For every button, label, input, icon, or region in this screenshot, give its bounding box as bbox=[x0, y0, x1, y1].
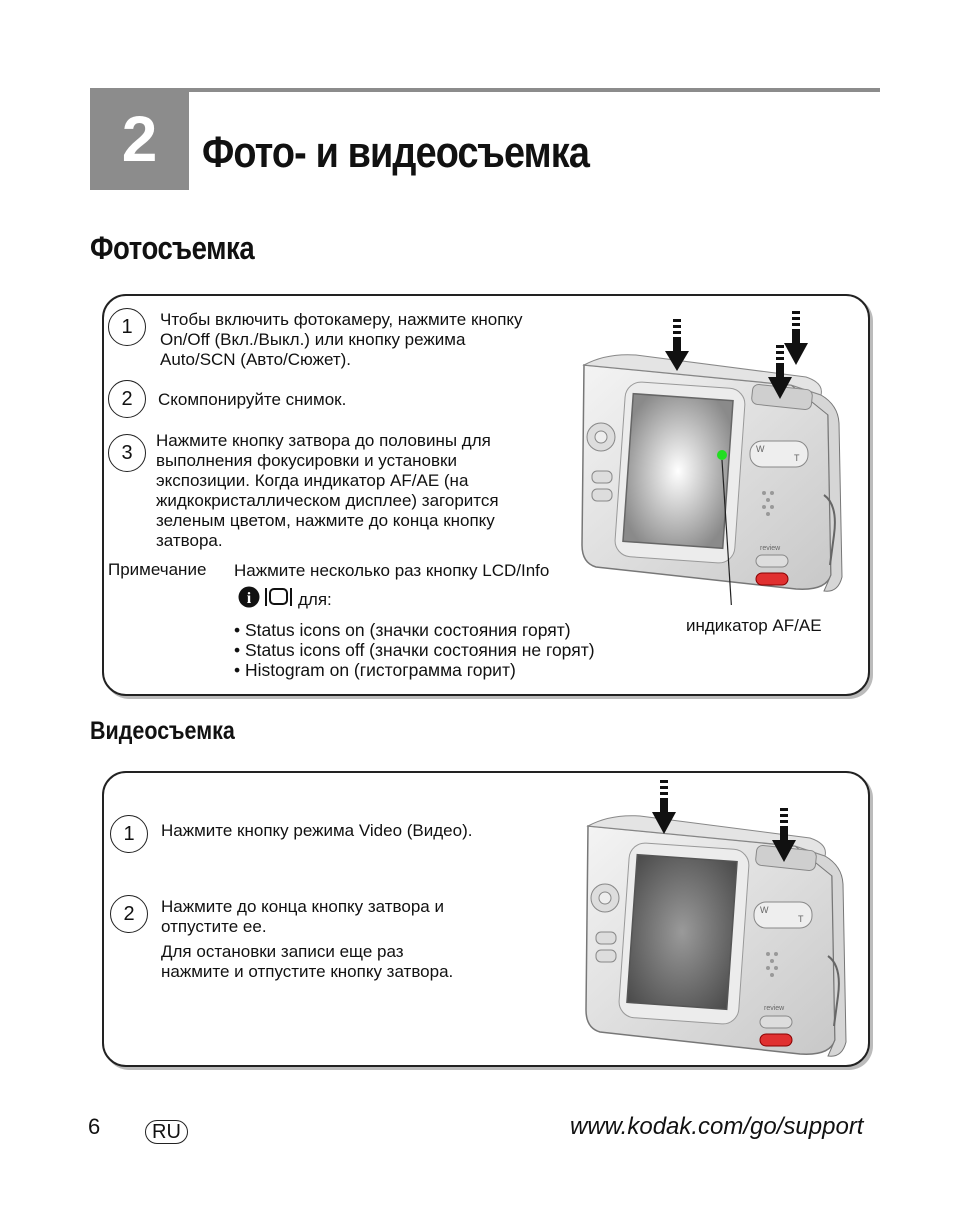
af-ae-indicator bbox=[717, 450, 727, 460]
step-number: 3 bbox=[108, 434, 146, 472]
video-heading: Видеосъемка bbox=[90, 717, 235, 745]
camera-illustration-video bbox=[580, 778, 866, 1068]
press-arrow-icon bbox=[784, 311, 808, 365]
language-badge: RU bbox=[145, 1120, 188, 1144]
t-label: T bbox=[798, 914, 804, 924]
note-label: Примечание bbox=[108, 560, 207, 579]
step-text: Скомпонируйте снимок. bbox=[158, 390, 347, 409]
bullet-item: • Status icons off (значки состояния не горят) bbox=[234, 640, 595, 660]
step-text: Нажмите кнопку затвора до половины для выполнения фокусировки и установки экспозиции. Когда индикатор AF/AE (на жидкокристаллическом дисплее) загорится зеленым цветом, нажмите до конца кнопку затвора. bbox=[156, 431, 499, 550]
step-number: 1 bbox=[110, 815, 148, 853]
t-label: T bbox=[794, 453, 800, 463]
step-number: 1 bbox=[108, 308, 146, 346]
photo-heading: Фотосъемка bbox=[90, 230, 255, 266]
chapter-title: Фото- и видеосъемка bbox=[202, 128, 590, 177]
review-label: review bbox=[760, 545, 781, 552]
w-label: W bbox=[760, 905, 769, 915]
step-number: 2 bbox=[110, 895, 148, 933]
delete-button bbox=[760, 1034, 792, 1046]
note-text: Нажмите несколько раз кнопку LCD/Info bbox=[234, 561, 550, 580]
support-url[interactable]: www.kodak.com/go/support bbox=[570, 1113, 864, 1140]
step-extra-text: Для остановки записи еще раз нажмите и отпустите кнопку затвора. bbox=[161, 942, 454, 981]
step-text: Нажмите до конца кнопку затвора и отпустите ее. bbox=[161, 897, 444, 936]
page-number: 6 bbox=[88, 1114, 101, 1139]
step-text: Нажмите кнопку режима Video (Видео). bbox=[161, 821, 473, 840]
bullet-item: • Histogram on (гистограмма горит) bbox=[234, 660, 516, 680]
svg-text:i: i bbox=[246, 590, 252, 607]
af-ae-callout: индикатор AF/AE bbox=[686, 616, 822, 635]
lcd-icon bbox=[264, 586, 294, 613]
camera-illustration-photo bbox=[576, 305, 866, 605]
review-label: review bbox=[764, 1005, 785, 1012]
header-rule bbox=[188, 88, 880, 92]
step-number: 2 bbox=[108, 380, 146, 418]
w-label: W bbox=[756, 444, 765, 454]
info-icon bbox=[238, 586, 260, 613]
bullet-item: • Status icons on (значки состояния горят) bbox=[234, 620, 571, 640]
chapter-number: 2 bbox=[90, 88, 189, 190]
delete-button bbox=[756, 573, 788, 585]
step-text: Чтобы включить фотокамеру, нажмите кнопку On/Off (Вкл./Выкл.) или кнопку режима Auto/SCN (Авто/Сюжет). bbox=[160, 310, 523, 369]
note-suffix: для: bbox=[298, 589, 332, 609]
note-icons bbox=[238, 586, 332, 613]
note-bullets bbox=[234, 620, 595, 680]
